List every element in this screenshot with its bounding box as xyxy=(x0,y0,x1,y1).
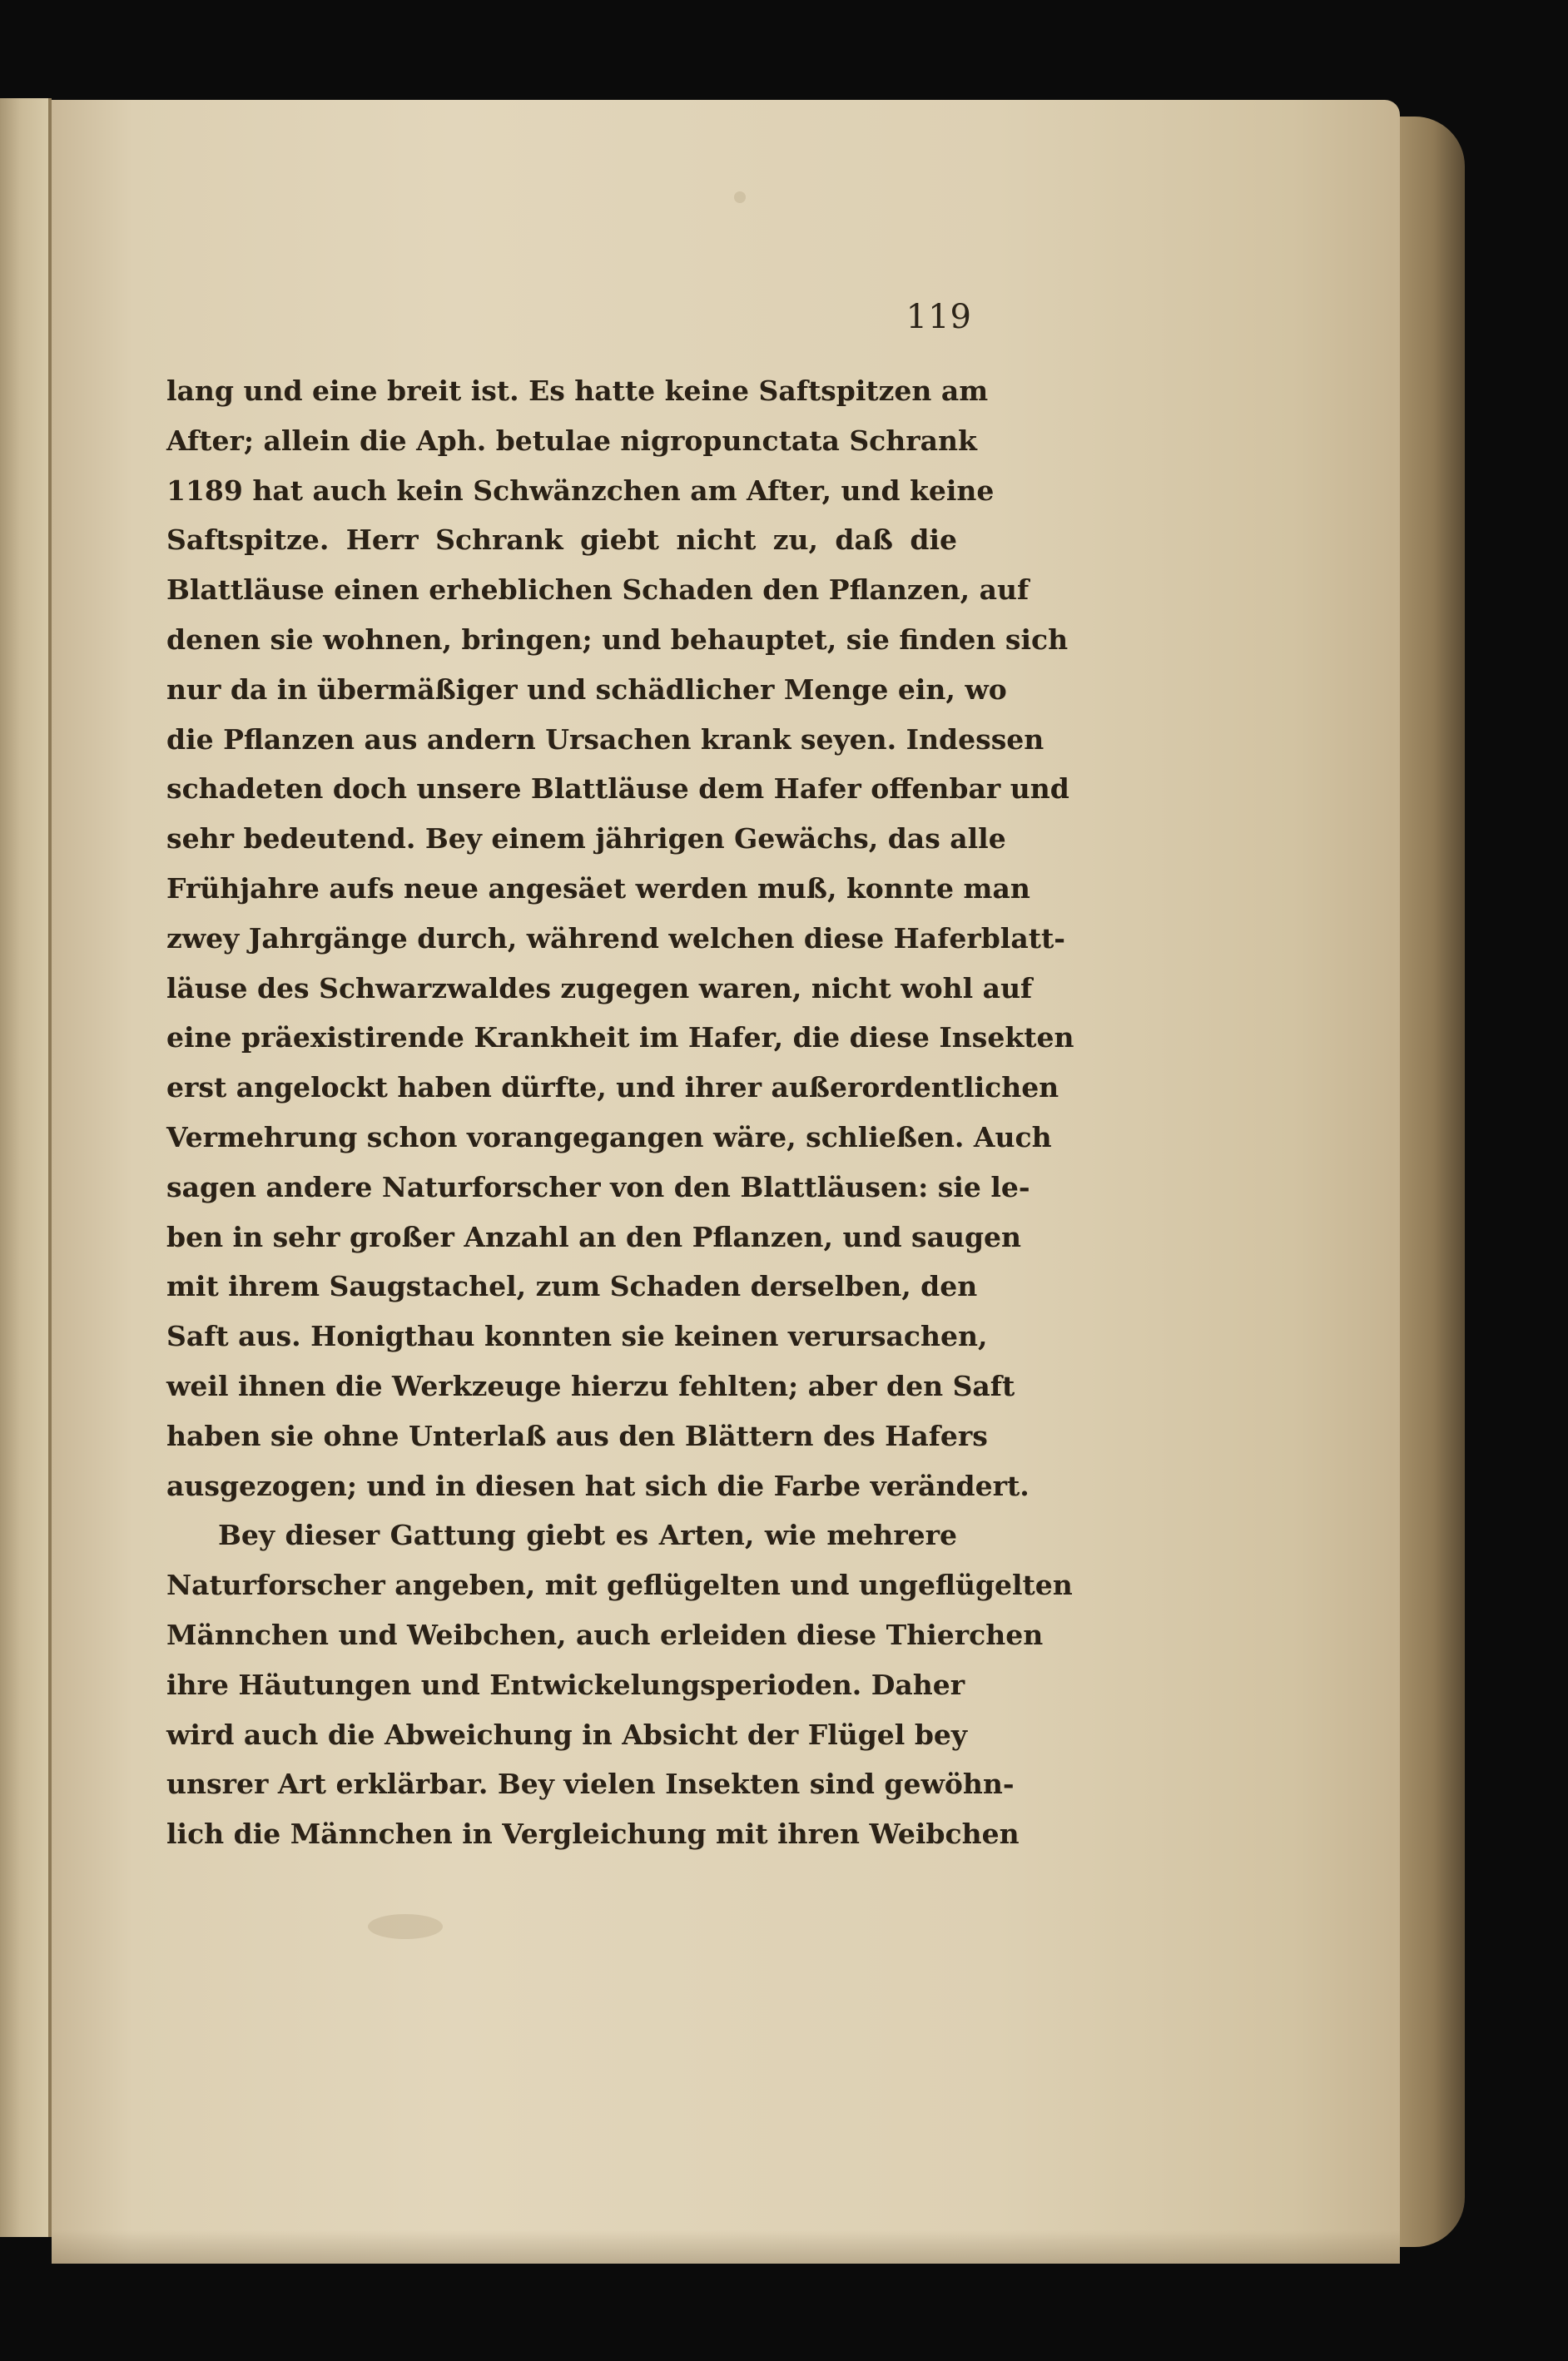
text-line: eine präexistirende Krankheit im Hafer, die diese Insekten xyxy=(166,1021,1074,1054)
text-line: Männchen und Weibchen, auch erleiden diese Thierchen xyxy=(166,1618,1044,1651)
text-line: 1189 hat auch kein Schwänzchen am After, und keine xyxy=(166,474,995,507)
text-line: Frühjahre aufs neue angesäet werden muß, konnte man xyxy=(166,871,1030,905)
text-line: erst angelockt haben dürfte, und ihrer außerordentlichen xyxy=(166,1071,1059,1104)
paper-spot xyxy=(734,191,746,203)
text-line: mit ihrem Saugstachel, zum Schaden derselben, den xyxy=(166,1270,978,1303)
text-line: ben in sehr großer Anzahl an den Pflanzen, und saugen xyxy=(166,1220,1022,1253)
text-line: ihre Häutungen und Entwickelungsperioden. Daher xyxy=(166,1668,965,1701)
text-line: Naturforscher angeben, mit geflügelten und ungeflügelten xyxy=(166,1569,1073,1602)
text-line: Saftspitze. Herr Schrank giebt nicht zu, daß die xyxy=(166,523,957,557)
text-line: nur da in übermäßiger und schädlicher Menge ein, wo xyxy=(166,672,1007,706)
text-line: sagen andere Naturforscher von den Blattläusen: sie le- xyxy=(166,1170,1030,1203)
text-line: weil ihnen die Werkzeuge hierzu fehlten; aber den Saft xyxy=(166,1369,1015,1402)
text-line: Saft aus. Honigthau konnten sie keinen verursachen, xyxy=(166,1320,988,1353)
text-line: wird auch die Abweichung in Absicht der Flügel bey xyxy=(166,1718,968,1751)
text-line: Bey dieser Gattung giebt es Arten, wie mehrere xyxy=(218,1519,957,1552)
text-line: die Pflanzen aus andern Ursachen krank seyen. Indessen xyxy=(166,722,1045,756)
text-line: Vermehrung schon vorangegangen wäre, schließen. Auch xyxy=(166,1120,1052,1153)
text-line: unsrer Art erklärbar. Bey vielen Insekten sind gewöhn- xyxy=(166,1768,1015,1801)
left-facing-page-edge xyxy=(0,98,52,2237)
text-line: haben sie ohne Unterlaß aus den Blättern des Hafers xyxy=(166,1419,988,1452)
text-line: schadeten doch unsere Blattläuse dem Hafer offenbar und xyxy=(166,772,1069,806)
paper-stain xyxy=(368,1914,443,1939)
page-text xyxy=(166,366,1074,1859)
text-line: zwey Jahrgänge durch, während welchen diese Haferblatt- xyxy=(166,921,1065,955)
text-line: lich die Männchen in Vergleichung mit ihren Weibchen xyxy=(166,1818,1020,1851)
page-number: 119 xyxy=(906,298,972,336)
text-line: ausgezogen; und in diesen hat sich die Farbe verändert. xyxy=(166,1469,1030,1502)
text-line: Blattläuse einen erheblichen Schaden den Pflanzen, auf xyxy=(166,573,1030,607)
text-line: sehr bedeutend. Bey einem jährigen Gewächs, das alle xyxy=(166,822,1006,856)
text-line: lang und eine breit ist. Es hatte keine Saftspitzen am xyxy=(166,374,989,407)
text-line: denen sie wohnen, bringen; und behauptet, sie finden sich xyxy=(166,622,1069,656)
text-line: After; allein die Aph. betulae nigropunctata Schrank xyxy=(166,424,977,457)
text-line: läuse des Schwarzwaldes zugegen waren, nicht wohl auf xyxy=(166,971,1033,1004)
